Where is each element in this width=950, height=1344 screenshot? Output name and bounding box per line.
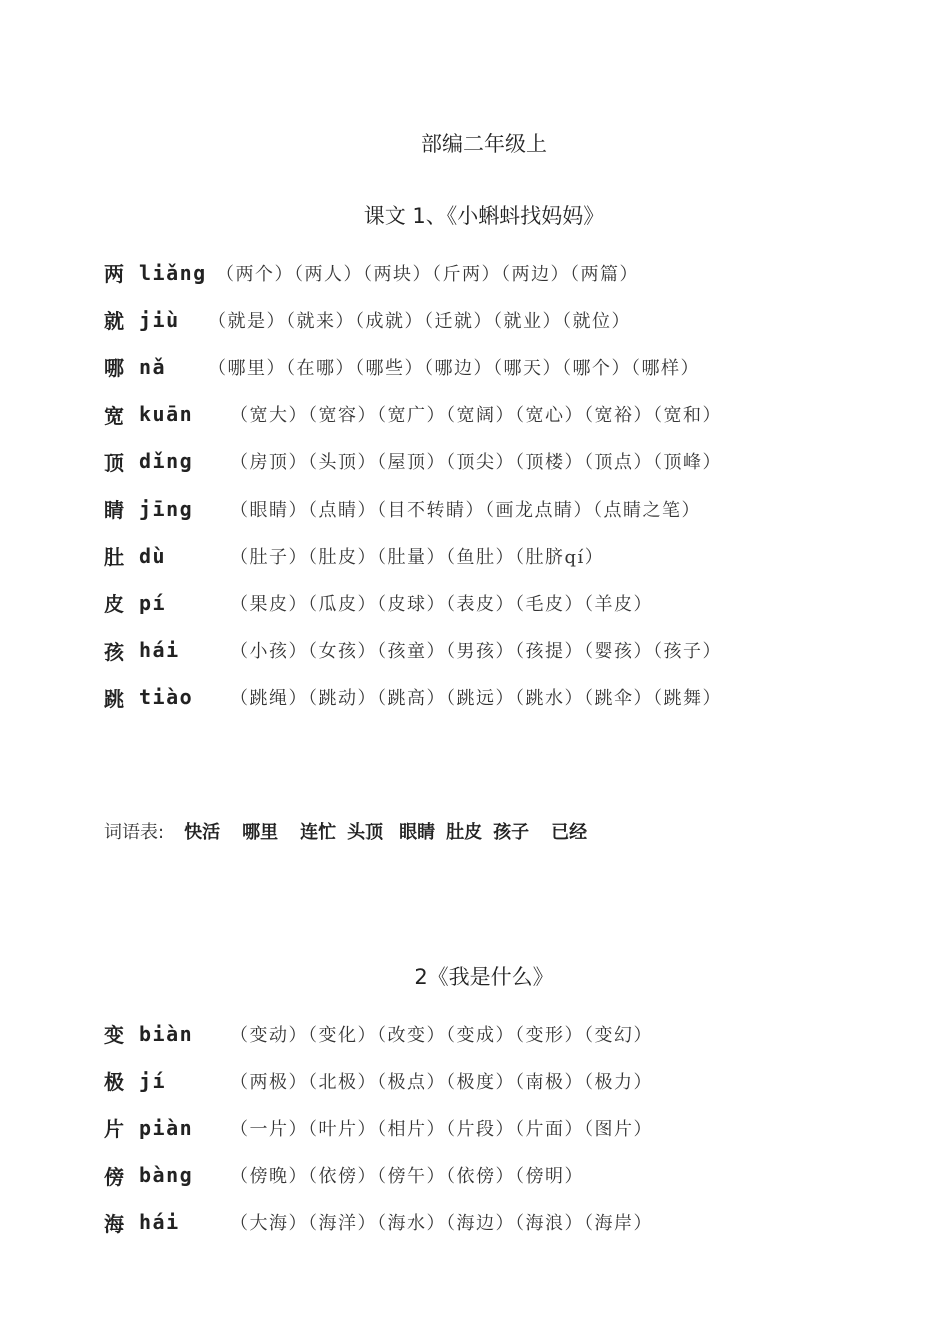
pinyin: jiù xyxy=(139,307,180,332)
character: 皮 xyxy=(104,592,124,617)
word-list: （就是）（就来）（成就）（迁就）（就业）（就位） xyxy=(208,310,631,332)
character-row xyxy=(104,1152,904,1199)
character: 变 xyxy=(104,1023,124,1048)
character: 宽 xyxy=(104,403,124,428)
character: 就 xyxy=(104,309,124,334)
pinyin: liǎng xyxy=(139,260,207,285)
character: 睛 xyxy=(104,498,124,523)
pinyin: dǐng xyxy=(139,449,194,474)
lesson2-title: 2《我是什么》 xyxy=(414,965,554,989)
pinyin: piàn xyxy=(139,1115,194,1140)
pinyin: hái xyxy=(139,638,180,663)
vocabulary-word: 哪里 xyxy=(242,822,279,843)
word-list: （宽大）（宽容）（宽广）（宽阔）（宽心）（宽裕）（宽和） xyxy=(230,405,722,427)
character: 哪 xyxy=(104,356,124,381)
pinyin: dù xyxy=(139,543,167,568)
character: 顶 xyxy=(104,450,124,475)
word-list: （跳绳）（跳动）（跳高）（跳远）（跳水）（跳伞）（跳舞） xyxy=(230,688,722,710)
word-list: （眼睛）（点睛）（目不转睛）（画龙点睛）（点睛之笔） xyxy=(230,499,701,521)
character-row xyxy=(104,485,904,532)
pinyin: biàn xyxy=(139,1021,194,1046)
word-list: （小孩）（女孩）（孩童）（男孩）（孩提）（婴孩）（孩子） xyxy=(230,641,722,663)
character-row xyxy=(104,627,904,674)
character: 跳 xyxy=(104,686,124,711)
word-list: （一片）（叶片）（相片）（片段）（片面）（图片） xyxy=(230,1118,653,1140)
character-row xyxy=(104,1057,904,1104)
character-row xyxy=(104,1199,904,1246)
word-list: （变动）（变化）（改变）（变成）（变形）（变幻） xyxy=(230,1024,653,1046)
word-list: （肚子）（肚皮）（肚量）（鱼肚）（肚脐qí） xyxy=(230,546,605,568)
pinyin: nǎ xyxy=(139,354,167,379)
character-row xyxy=(104,674,904,721)
lesson2-character-list xyxy=(104,1010,904,1246)
character: 肚 xyxy=(104,545,124,570)
vocabulary-word: 头顶 xyxy=(347,822,384,843)
word-list: （果皮）（瓜皮）（皮球）（表皮）（毛皮）（羊皮） xyxy=(230,593,653,615)
character: 傍 xyxy=(104,1164,124,1189)
vocabulary-word: 快活 xyxy=(184,822,221,843)
lesson1-character-list xyxy=(104,249,904,721)
character: 两 xyxy=(104,262,124,287)
word-list: （哪里）（在哪）（哪些）（哪边）（哪天）（哪个）（哪样） xyxy=(208,357,700,379)
lesson1-title: 课文 1、《小蝌蚪找妈妈》 xyxy=(363,204,605,228)
vocabulary-list xyxy=(104,818,598,844)
character-row xyxy=(104,438,904,485)
pinyin: jí xyxy=(139,1068,167,1093)
character-row xyxy=(104,296,904,343)
pinyin: tiào xyxy=(139,685,194,710)
word-list: （两个）（两人）（两块）（斤两）（两边）（两篇） xyxy=(216,263,639,285)
vocabulary-word: 孩子 xyxy=(493,822,530,843)
pinyin: bàng xyxy=(139,1163,194,1188)
word-list: （傍晚）（依傍）（傍午）（依傍）（傍明） xyxy=(230,1166,584,1188)
pinyin: pí xyxy=(139,590,167,615)
pinyin: kuān xyxy=(139,402,194,427)
vocabulary-label: 词语表: xyxy=(104,822,165,843)
character: 片 xyxy=(104,1117,124,1142)
pinyin: hái xyxy=(139,1210,180,1235)
character: 海 xyxy=(104,1211,124,1236)
word-list: （大海）（海洋）（海水）（海边）（海浪）（海岸） xyxy=(230,1213,653,1235)
vocabulary-word: 眼睛 xyxy=(399,822,436,843)
vocabulary-word: 肚皮 xyxy=(446,822,483,843)
document-title: 部编二年级上 xyxy=(421,132,547,156)
word-list: （房顶）（头顶）（屋顶）（顶尖）（顶楼）（顶点）（顶峰） xyxy=(230,452,722,474)
character-row xyxy=(104,532,904,579)
vocabulary-word: 连忙 xyxy=(300,822,337,843)
character: 极 xyxy=(104,1070,124,1095)
character-row xyxy=(104,1104,904,1151)
character: 孩 xyxy=(104,639,124,664)
character-row xyxy=(104,579,904,626)
character-row xyxy=(104,1010,904,1057)
vocabulary-word: 已经 xyxy=(551,822,588,843)
character-row xyxy=(104,249,904,296)
pinyin: jīng xyxy=(139,496,194,521)
character-row xyxy=(104,343,904,390)
character-row xyxy=(104,391,904,438)
word-list: （两极）（北极）（极点）（极度）（南极）（极力） xyxy=(230,1071,653,1093)
